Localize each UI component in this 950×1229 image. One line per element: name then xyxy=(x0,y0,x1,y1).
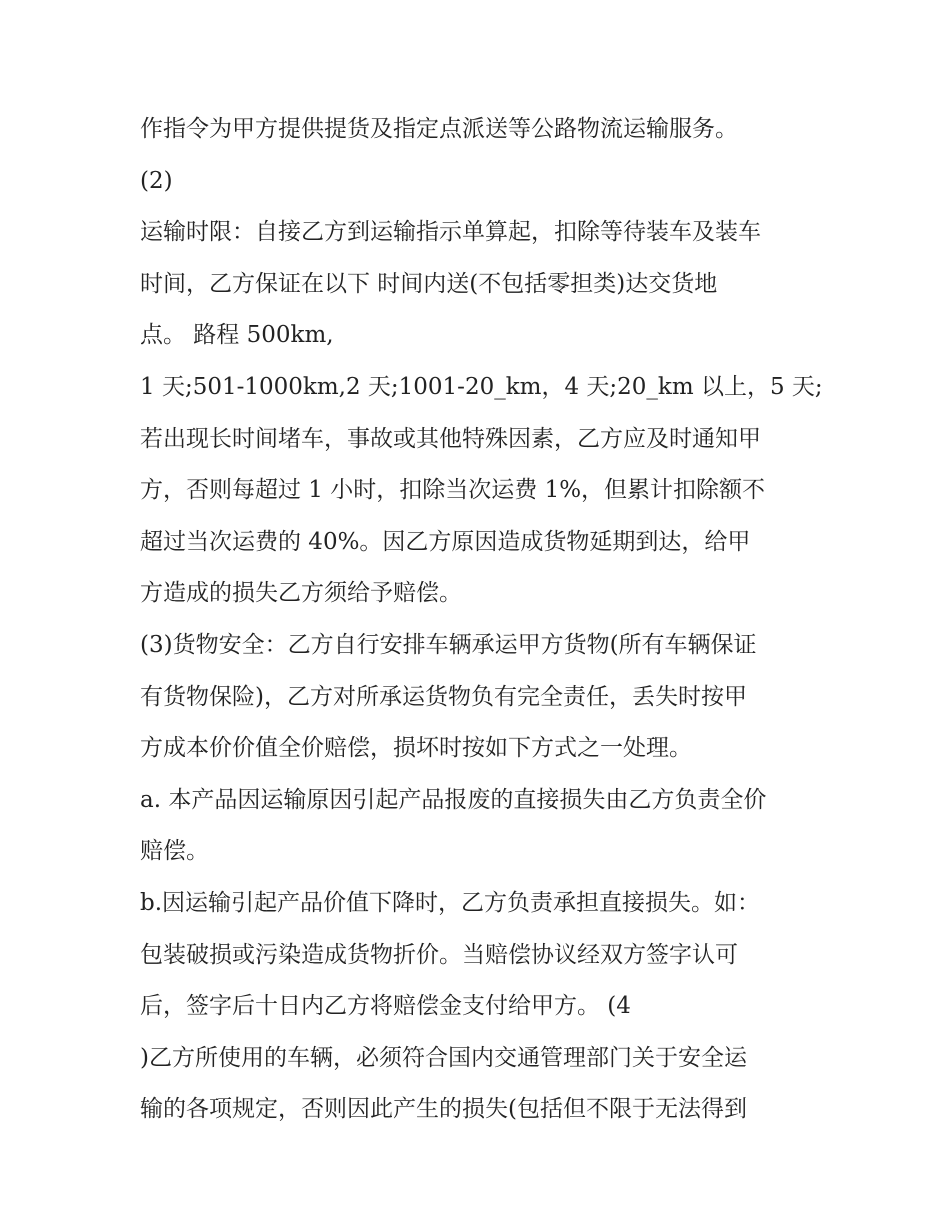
text-line: 超过当次运费的 40%。因乙方原因造成货物延期到达，给甲 xyxy=(140,528,751,555)
text-line: 方造成的损失乙方须给予赔偿。 xyxy=(140,580,462,607)
text-line: (3)货物安全：乙方自行安排车辆承运甲方货物(所有车辆保证 xyxy=(140,631,757,658)
text-line: (2) xyxy=(140,167,173,194)
text-line: 点。 路程 500km, xyxy=(140,322,334,349)
text-line: 运输时限：自接乙方到运输指示单算起，扣除等待装车及装车 xyxy=(140,219,761,246)
text-line: 包装破损或污染造成货物折价。当赔偿协议经双方签字认可 xyxy=(140,941,738,968)
text-line: 1 天;501-1000km,2 天;1001-20_km，4 天;20_km 以上，5 天; xyxy=(140,373,823,400)
text-line: )乙方所使用的车辆，必须符合国内交通管理部门关于安全运 xyxy=(140,1044,747,1071)
text-line: 输的各项规定，否则因此产生的损失(包括但不限于无法得到 xyxy=(140,1096,747,1123)
text-line: 有货物保险)，乙方对所承运货物负有完全责任，丢失时按甲 xyxy=(140,683,747,710)
text-line: a. 本产品因运输原因引起产品报废的直接损失由乙方负责全价 xyxy=(140,786,767,813)
text-line: 若出现长时间堵车，事故或其他特殊因素，乙方应及时通知甲 xyxy=(140,425,761,452)
text-line: 赔偿。 xyxy=(140,838,209,865)
text-line: b.因运输引起产品价值下降时，乙方负责承担直接损失。如： xyxy=(140,889,761,916)
text-line: 后，签字后十日内乙方将赔偿金支付给甲方。 (4 xyxy=(140,993,631,1020)
text-line: 方成本价价值全价赔偿，损坏时按如下方式之一处理。 xyxy=(140,735,692,762)
document-body xyxy=(140,104,823,1136)
text-line: 作指令为甲方提供提货及指定点派送等公路物流运输服务。 xyxy=(140,116,738,142)
text-line: 方，否则每超过 1 小时，扣除当次运费 1%，但累计扣除额不 xyxy=(140,477,766,504)
text-line: 时间，乙方保证在以下 时间内送(不包括零担类)达交货地 xyxy=(140,270,718,297)
